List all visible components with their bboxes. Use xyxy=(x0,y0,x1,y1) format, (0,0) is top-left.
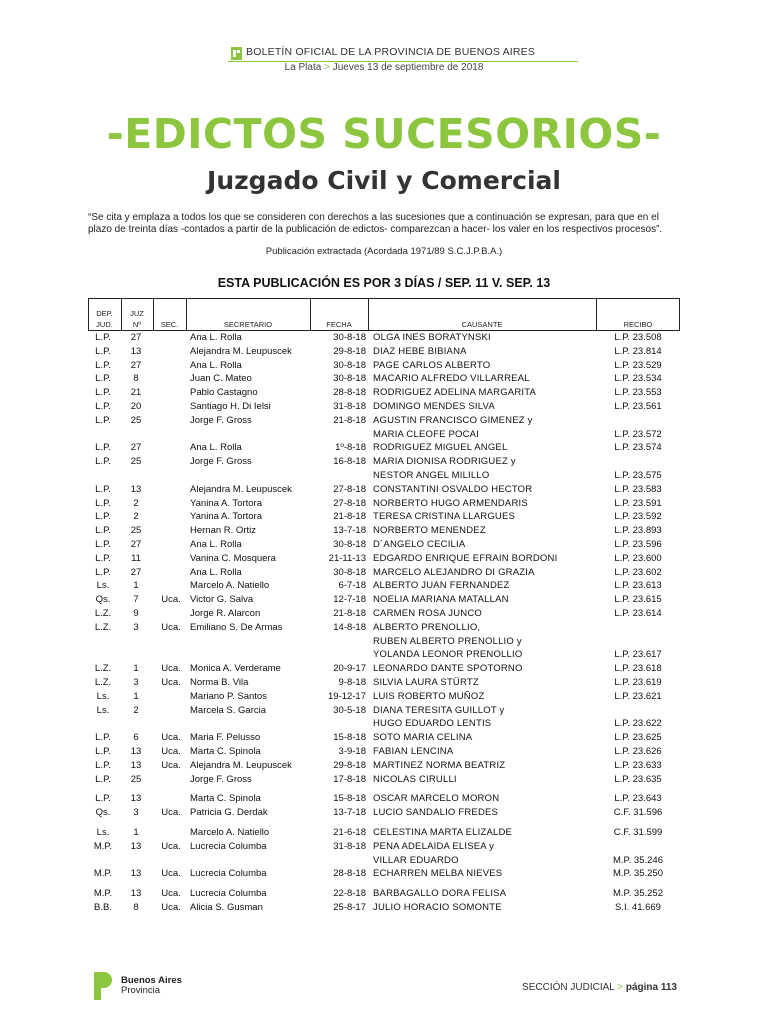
cell-fecha: 29-8-18 xyxy=(333,345,366,357)
table-row xyxy=(0,400,768,414)
table-row xyxy=(0,414,768,428)
cell-recibo: L.P. 23.625 xyxy=(614,732,662,744)
cell-secretario: Ana L. Rolla xyxy=(190,566,242,578)
cell-dep: L.P. xyxy=(95,414,111,426)
cell-secretario: Lucrecia Columba xyxy=(190,868,267,880)
cell-causante: DOMINGO MENDES SILVA xyxy=(373,401,495,412)
cell-dep: L.Z. xyxy=(94,621,112,633)
cell-fecha: 21-8-18 xyxy=(333,511,366,523)
cell-recibo: L.P. 23.814 xyxy=(614,345,662,357)
cell-juz: 1 xyxy=(133,827,139,838)
cell-dep: L.P. xyxy=(95,793,111,805)
table-row xyxy=(0,690,768,704)
cell-recibo: L.P. 23.553 xyxy=(614,387,662,399)
page-number: página 113 xyxy=(625,982,677,993)
cell-sec: Uca. xyxy=(161,732,181,744)
cell-fecha: 16-8-18 xyxy=(333,456,366,468)
cell-recibo: L.P. 23.602 xyxy=(614,566,662,578)
cell-causante: SOTO MARIA CELINA xyxy=(373,732,473,744)
bulletin-title: BOLETÍN OFICIAL DE LA PROVINCIA DE BUENOS AIRES xyxy=(246,46,536,58)
table-row xyxy=(0,372,768,386)
table-row xyxy=(0,579,768,593)
cell-recibo: L.P. 23.592 xyxy=(614,511,662,523)
cell-dep: L.P. xyxy=(95,401,111,412)
cell-causante: MARCELO ALEJANDRO DI GRAZIA xyxy=(373,566,535,578)
cell-fecha: 21-6-18 xyxy=(333,827,366,838)
cell-causante: AGUSTIN FRANCISCO GIMENEZ y xyxy=(373,414,533,426)
cell-juz: 27 xyxy=(130,566,142,578)
cell-secretario: Alejandra M. Leupuscek xyxy=(190,483,292,495)
issue-date: Jueves 13 de septiembre de 2018 xyxy=(332,62,484,73)
cell-fecha: 27-8-18 xyxy=(333,497,366,509)
publication-note: Publicación extractada (Acordada 1971/89 S.C.J.P.B.A.) xyxy=(265,246,503,257)
cell-dep: L.P. xyxy=(95,732,111,744)
cell-causante: LUIS ROBERTO MUÑOZ xyxy=(373,690,485,702)
header-num: Nº xyxy=(132,320,142,329)
cell-causante: OLGA INES BORATYNSKI xyxy=(373,332,491,343)
boletin-logo-icon xyxy=(231,47,242,60)
cell-recibo: L.P. 23.574 xyxy=(614,442,662,454)
table-row xyxy=(0,731,768,745)
cell-secretario: Ana L. Rolla xyxy=(190,359,242,371)
cell-dep: Ls. xyxy=(96,827,110,838)
cell-causante: MARIA CLEOFE POCAI xyxy=(373,428,480,440)
table-row xyxy=(0,566,768,580)
cell-recibo: L.P. 23.591 xyxy=(614,497,662,509)
cell-causante: RODRIGUEZ ADELINA MARGARITA xyxy=(373,387,537,399)
cell-causante: ALBERTO JUAN FERNANDEZ xyxy=(373,580,510,592)
table-row xyxy=(0,345,768,359)
cell-causante: CELESTINA MARTA ELIZALDE xyxy=(373,827,513,838)
cell-secretario: Santiago H. Di Ielsi xyxy=(190,401,271,412)
cell-juz: 6 xyxy=(133,732,139,744)
cell-causante: LEONARDO DANTE SPOTORNO xyxy=(373,663,523,675)
cell-recibo: L.P. 23.635 xyxy=(614,773,662,785)
cell-dep: L.P. xyxy=(95,497,111,509)
cell-causante: MARTINEZ NORMA BEATRIZ xyxy=(373,759,506,771)
header-separator: > xyxy=(324,62,330,73)
cell-fecha: 21-8-18 xyxy=(333,414,366,426)
cell-juz: 25 xyxy=(130,414,142,426)
table-row xyxy=(0,840,768,854)
table-row xyxy=(0,483,768,497)
cell-dep: L.P. xyxy=(95,552,111,564)
cell-dep: B.B. xyxy=(94,902,112,913)
cell-secretario: Marta C. Spinola xyxy=(190,793,261,805)
cell-causante: FABIAN LENCINA xyxy=(373,746,454,757)
cell-dep: L.P. xyxy=(95,759,111,771)
header-secretario: SECRETARIO xyxy=(223,320,273,329)
cell-fecha: 31-8-18 xyxy=(333,840,366,852)
cell-juz: 3 xyxy=(133,621,139,633)
cell-dep: L.P. xyxy=(95,442,111,454)
cell-recibo: L.P. 23.643 xyxy=(614,793,662,805)
cell-fecha: 21-11-13 xyxy=(328,552,366,564)
cell-juz: 27 xyxy=(130,359,142,371)
cell-juz: 13 xyxy=(130,483,142,495)
cell-dep: L.P. xyxy=(95,387,111,399)
cell-fecha: 15-8-18 xyxy=(333,793,366,805)
cell-dep: L.P. xyxy=(95,566,111,578)
cell-juz: 25 xyxy=(130,456,142,468)
cell-juz: 8 xyxy=(133,373,139,385)
table-row xyxy=(0,635,768,649)
cell-fecha: 15-8-18 xyxy=(333,732,366,744)
cell-recibo: M.P. 35.250 xyxy=(612,868,663,880)
cell-recibo: L.P. 23.633 xyxy=(614,759,662,771)
cell-sec: Uca. xyxy=(161,621,181,633)
cell-secretario: Maria F. Pelusso xyxy=(190,732,261,744)
header-fecha: FECHA xyxy=(326,320,352,329)
cell-causante: NOELIA MARIANA MATALLAN xyxy=(373,594,509,606)
cell-causante: LUCIO SANDALIO FREDES xyxy=(373,807,499,819)
cell-sec: Uca. xyxy=(161,746,181,757)
buenos-aires-logo-icon xyxy=(92,970,114,1002)
cell-secretario: Alejandra M. Leupuscek xyxy=(190,759,292,771)
cell-fecha: 29-8-18 xyxy=(333,759,366,771)
intro-paragraph: “Se cita y emplaza a todos los que se consideren con derechos a las sucesiones que a continuación se expresan, para que en el plazo de treinta días -contados a partir de la publicación de edictos- comparezcan a hacer- los valer en los respectivos procesos”. xyxy=(88,212,663,235)
cell-secretario: Victor G. Salva xyxy=(190,594,254,606)
header-dep: DEP. xyxy=(96,309,113,318)
cell-secretario: Marcela S. Garcia xyxy=(190,704,267,716)
cell-recibo: L.P. 23.626 xyxy=(614,746,662,757)
cell-recibo: L.P. 23.622 xyxy=(614,718,662,730)
cell-recibo: L.P. 23.621 xyxy=(614,690,662,702)
cell-juz: 27 xyxy=(130,442,142,454)
cell-sec: Uca. xyxy=(161,663,181,675)
issue-city: La Plata xyxy=(284,62,322,73)
cell-causante: CONSTANTINI OSVALDO HECTOR xyxy=(373,483,533,495)
cell-fecha: 1º-8-18 xyxy=(335,442,366,454)
table-row xyxy=(0,806,768,820)
table-top-rule xyxy=(88,298,680,299)
cell-recibo: L.P. 23.583 xyxy=(614,483,662,495)
cell-causante: OSCAR MARCELO MORON xyxy=(373,793,500,805)
cell-causante: VILLAR EDUARDO xyxy=(373,854,459,866)
cell-causante: CARMEN ROSA JUNCO xyxy=(373,608,482,619)
table-row xyxy=(0,524,768,538)
cell-secretario: Jorge F. Gross xyxy=(190,414,252,426)
cell-recibo: L.P. 23.893 xyxy=(614,525,662,537)
cell-juz: 3 xyxy=(133,677,139,688)
cell-dep: L.P. xyxy=(95,511,111,523)
footer-page-info xyxy=(430,982,677,993)
cell-causante: BARBAGALLO DORA FELISA xyxy=(373,888,507,900)
cell-causante: PAGE CARLOS ALBERTO xyxy=(373,359,491,371)
footer-section: SECCIÓN JUDICIAL xyxy=(522,982,615,993)
cell-fecha: 30-8-18 xyxy=(333,539,366,550)
cell-juz: 20 xyxy=(130,401,142,412)
table-row xyxy=(0,717,768,731)
table-row xyxy=(0,455,768,469)
cell-juz: 11 xyxy=(131,552,141,564)
table-row xyxy=(0,331,768,345)
cell-juz: 27 xyxy=(130,539,142,550)
cell-causante: YOLANDA LEONOR PRENOLLIO xyxy=(373,649,523,661)
table-row xyxy=(0,386,768,400)
cell-juz: 3 xyxy=(133,807,139,819)
cell-fecha: 14-8-18 xyxy=(333,621,366,633)
cell-secretario: Jorge F. Gross xyxy=(190,456,252,468)
cell-dep: L.P. xyxy=(95,773,111,785)
cell-causante: D´ANGELO CECILIA xyxy=(373,539,466,550)
cell-juz: 25 xyxy=(130,773,142,785)
cell-dep: Qs. xyxy=(95,594,111,606)
cell-juz: 13 xyxy=(130,746,142,757)
cell-dep: L.P. xyxy=(95,539,111,550)
cell-recibo: S.I. 41.669 xyxy=(615,902,661,913)
cell-fecha: 21-8-18 xyxy=(333,608,366,619)
header-causante: CAUSANTE xyxy=(461,320,503,329)
cell-fecha: 30-8-18 xyxy=(333,359,366,371)
cell-juz: 25 xyxy=(130,525,142,537)
cell-causante: HUGO EDUARDO LENTIS xyxy=(373,718,492,730)
cell-juz: 13 xyxy=(130,868,142,880)
cell-causante: DIAZ HEBE BIBIANA xyxy=(373,345,467,357)
table-row xyxy=(0,745,768,759)
cell-juz: 13 xyxy=(130,793,142,805)
cell-juz: 27 xyxy=(130,332,142,343)
footer-brand-sub: Provincia xyxy=(121,985,161,996)
cell-recibo: M.P. 35.252 xyxy=(612,888,663,900)
cell-sec: Uca. xyxy=(161,868,181,880)
cell-dep: M.P. xyxy=(93,868,113,880)
cell-dep: L.Z. xyxy=(94,663,112,675)
cell-secretario: Marcelo A. Natiello xyxy=(190,580,270,592)
table-row xyxy=(0,676,768,690)
cell-causante: PENA ADELAIDA ELISEA y xyxy=(373,840,495,852)
cell-fecha: 20-9-17 xyxy=(333,663,366,675)
cell-fecha: 28-8-18 xyxy=(333,868,366,880)
cell-secretario: Mariano P. Santos xyxy=(190,690,267,702)
cell-recibo: L.P. 23.600 xyxy=(614,552,662,564)
cell-dep: L.P. xyxy=(95,483,111,495)
cell-secretario: Norma B. Vila xyxy=(190,677,249,688)
table-row xyxy=(0,759,768,773)
cell-recibo: L.P. 23.596 xyxy=(614,539,662,550)
header-sec: SEC. xyxy=(160,320,179,329)
table-row xyxy=(0,497,768,511)
cell-secretario: Emiliano S. De Armas xyxy=(190,621,283,633)
cell-secretario: Alejandra M. Leupuscek xyxy=(190,345,292,357)
cell-secretario: Pablo Castagno xyxy=(190,387,258,399)
cell-recibo: L.P. 23.508 xyxy=(614,332,662,343)
cell-secretario: Monica A. Verderame xyxy=(190,663,281,675)
cell-recibo: L.P. 23.613 xyxy=(614,580,662,592)
cell-causante: RUBEN ALBERTO PRENOLLIO y xyxy=(373,635,522,647)
footer-brand xyxy=(121,976,182,996)
cell-fecha: 13-7-18 xyxy=(333,525,366,537)
cell-secretario: Marcelo A. Natiello xyxy=(190,827,270,838)
cell-recibo: L.P. 23.534 xyxy=(614,373,662,385)
cell-fecha: 6-7-18 xyxy=(338,580,366,592)
cell-fecha: 17-8-18 xyxy=(333,773,366,785)
table-row xyxy=(0,854,768,868)
cell-secretario: Jorge F. Gross xyxy=(190,773,252,785)
table-row xyxy=(0,510,768,524)
cell-fecha: 9-8-18 xyxy=(338,677,366,688)
cell-recibo: L.P. 23.614 xyxy=(614,608,662,619)
cell-causante: EDGARDO ENRIQUE EFRAIN BORDONI xyxy=(373,552,558,564)
table-row xyxy=(0,538,768,552)
cell-fecha: 30-8-18 xyxy=(333,373,366,385)
cell-dep: M.P. xyxy=(93,840,113,852)
cell-fecha: 30-8-18 xyxy=(333,566,366,578)
table-row xyxy=(0,607,768,621)
cell-juz: 7 xyxy=(133,594,139,606)
cell-recibo: L.P. 23.619 xyxy=(614,677,662,688)
cell-dep: Ls. xyxy=(96,704,110,716)
table-row xyxy=(0,441,768,455)
cell-causante: NORBERTO HUGO ARMENDARIS xyxy=(373,497,528,509)
cell-sec: Uca. xyxy=(161,677,181,688)
table-row xyxy=(0,662,768,676)
table-row xyxy=(0,552,768,566)
header-recibo: RECIBO xyxy=(623,320,653,329)
footer-separator: > xyxy=(617,982,624,993)
cell-fecha: 3-9-18 xyxy=(338,746,366,757)
cell-dep: L.P. xyxy=(95,456,111,468)
table-row xyxy=(0,704,768,718)
cell-juz: 2 xyxy=(133,704,139,716)
cell-sec: Uca. xyxy=(161,759,181,771)
cell-causante: ALBERTO PRENOLLIO, xyxy=(373,621,481,633)
cell-dep: Ls. xyxy=(96,580,110,592)
cell-secretario: Ana L. Rolla xyxy=(190,332,242,343)
table-row xyxy=(0,428,768,442)
cell-fecha: 13-7-18 xyxy=(333,807,366,819)
cell-dep: Ls. xyxy=(96,690,110,702)
cell-juz: 13 xyxy=(130,840,142,852)
cell-juz: 8 xyxy=(133,902,139,913)
cell-juz: 21 xyxy=(130,387,142,399)
cell-sec: Uca. xyxy=(161,888,181,900)
cell-fecha: 30-8-18 xyxy=(333,332,366,343)
cell-fecha: 28-8-18 xyxy=(333,387,366,399)
cell-recibo: L.P. 23.572 xyxy=(614,428,662,440)
table-row xyxy=(0,887,768,901)
cell-juz: 13 xyxy=(130,345,142,357)
cell-dep: L.P. xyxy=(95,373,111,385)
cell-causante: JULIO HORACIO SOMONTE xyxy=(373,902,502,913)
cell-juz: 1 xyxy=(133,690,139,702)
cell-dep: L.P. xyxy=(95,359,111,371)
cell-dep: L.P. xyxy=(95,525,111,537)
cell-recibo: C.F. 31.599 xyxy=(613,827,663,838)
cell-secretario: Yanina A. Tortora xyxy=(190,511,263,523)
cell-fecha: 19-12-17 xyxy=(327,690,366,702)
cell-causante: ECHARREN MELBA NIEVES xyxy=(373,868,503,880)
cell-juz: 13 xyxy=(130,759,142,771)
issue-date-line xyxy=(0,62,768,73)
cell-causante: TERESA CRISTINA LLARGUES xyxy=(373,511,516,523)
cell-secretario: Lucrecia Columba xyxy=(190,840,267,852)
cell-dep: L.P. xyxy=(95,345,111,357)
cell-secretario: Marta C. Spinola xyxy=(190,746,261,757)
cell-secretario: Alicia S. Gusman xyxy=(190,902,263,913)
page-title: -EDICTOS SUCESORIOS- xyxy=(106,110,662,158)
cell-juz: 2 xyxy=(133,497,139,509)
cell-secretario: Hernan R. Ortiz xyxy=(190,525,256,537)
page-subtitle: Juzgado Civil y Comercial xyxy=(207,166,561,195)
table-row xyxy=(0,867,768,881)
table-row xyxy=(0,648,768,662)
cell-recibo: L.P. 23.618 xyxy=(614,663,662,675)
cell-juz: 13 xyxy=(130,888,142,900)
cell-dep: Qs. xyxy=(95,807,111,819)
cell-secretario: Jorge R. Alarcon xyxy=(190,608,261,619)
header-jud: JUD. xyxy=(96,320,113,329)
cell-juz: 1 xyxy=(133,580,139,592)
cell-dep: L.P. xyxy=(95,746,111,757)
cell-causante: MARIA DIONISA RODRIGUEZ y xyxy=(373,456,516,468)
cell-secretario: Juan C. Mateo xyxy=(190,373,252,385)
table-row xyxy=(0,621,768,635)
cell-sec: Uca. xyxy=(161,902,181,913)
cell-juz: 1 xyxy=(133,663,139,675)
cell-juz: 2 xyxy=(133,511,139,523)
cell-causante: SILVIA LAURA STÜRTZ xyxy=(373,677,479,688)
table-row xyxy=(0,773,768,787)
footer-brand-name: Buenos Aires xyxy=(121,975,182,986)
publication-period: ESTA PUBLICACIÓN ES POR 3 DÍAS / SEP. 11 V. SEP. 13 xyxy=(217,276,551,290)
cell-dep: L.Z. xyxy=(94,677,112,688)
cell-dep: L.P. xyxy=(95,332,111,343)
cell-secretario: Patricia G. Derdak xyxy=(190,807,268,819)
cell-secretario: Ana L. Rolla xyxy=(190,442,242,454)
cell-causante: RODRIGUEZ MIGUEL ANGEL xyxy=(373,442,508,454)
cell-recibo: L.P. 23.575 xyxy=(614,470,662,481)
cell-juz: 9 xyxy=(133,608,139,619)
table-row xyxy=(0,469,768,483)
cell-causante: NICOLAS CIRULLI xyxy=(373,773,457,785)
cell-recibo: L.P. 23.617 xyxy=(614,649,662,661)
cell-secretario: Vanina C. Mosquera xyxy=(190,552,276,564)
cell-recibo: C.F. 31.596 xyxy=(613,807,663,819)
cell-fecha: 31-8-18 xyxy=(333,401,366,412)
cell-fecha: 30-5-18 xyxy=(333,704,366,716)
cell-fecha: 12-7-18 xyxy=(333,594,366,606)
table-row xyxy=(0,826,768,840)
table-row xyxy=(0,901,768,915)
cell-dep: M.P. xyxy=(93,888,113,900)
cell-recibo: L.P. 23.615 xyxy=(614,594,662,606)
cell-recibo: L.P. 23.529 xyxy=(614,359,662,371)
cell-fecha: 25-8-17 xyxy=(333,902,366,913)
table-row xyxy=(0,792,768,806)
cell-secretario: Yanina A. Tortora xyxy=(190,497,263,509)
cell-fecha: 27-8-18 xyxy=(333,483,366,495)
cell-causante: MACARIO ALFREDO VILLARREAL xyxy=(373,373,530,385)
cell-secretario: Lucrecia Columba xyxy=(190,888,267,900)
header-juz: JUZ xyxy=(130,309,144,318)
cell-secretario: Ana L. Rolla xyxy=(190,539,242,550)
table-row xyxy=(0,359,768,373)
cell-recibo: L.P. 23.561 xyxy=(614,401,662,412)
cell-dep: L.Z. xyxy=(94,608,112,619)
cell-fecha: 22-8-18 xyxy=(333,888,366,900)
cell-sec: Uca. xyxy=(161,594,181,606)
cell-causante: NORBERTO MENENDEZ xyxy=(373,525,486,537)
cell-sec: Uca. xyxy=(161,840,181,852)
cell-causante: NESTOR ANGEL MILILLO xyxy=(373,470,490,481)
cell-recibo: M.P. 35.246 xyxy=(612,854,663,866)
table-row xyxy=(0,593,768,607)
cell-sec: Uca. xyxy=(161,807,181,819)
cell-causante: DIANA TERESITA GUILLOT y xyxy=(373,704,505,716)
